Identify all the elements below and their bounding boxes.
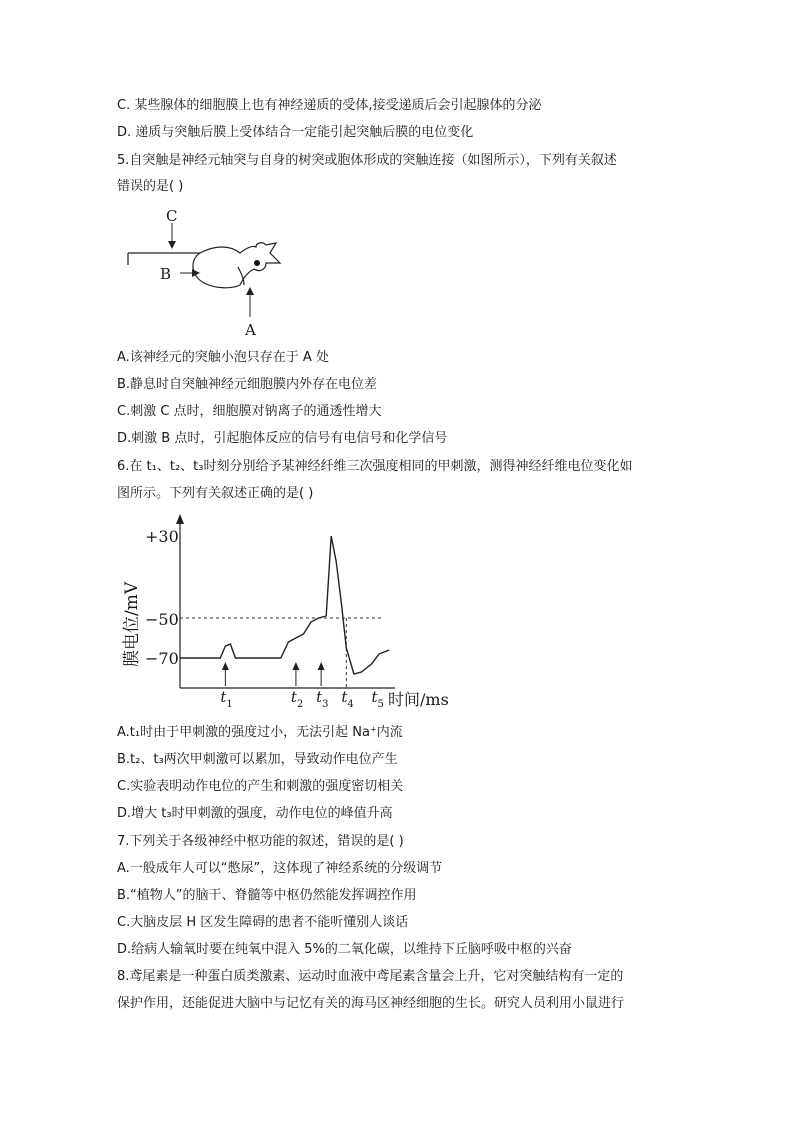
q6-stem-cont: 图所示。下列有关叙述正确的是( ) <box>117 486 314 501</box>
q5-stem-cont: 错误的是( ) <box>117 179 184 194</box>
stimulus-arrowhead-t3 <box>318 662 325 670</box>
ytick-mid: −50 <box>145 610 179 629</box>
q6-option-c: C.实验表明动作电位的产生和刺激的强度密切相关 <box>117 779 404 794</box>
q5-option-d: D.刺激 B 点时，引起胞体反应的信号有电信号和化学信号 <box>117 431 448 446</box>
q8-stem: 8.鸢尾素是一种蛋白质类激素、运动时血液中鸢尾素含量会上升，它对突触结构有一定的 <box>117 969 624 984</box>
xtick-sub-4: 4 <box>347 699 354 710</box>
xtick-sub-2: 2 <box>296 699 304 710</box>
ytick-top: +30 <box>145 527 179 546</box>
q5-stem: 5.自突触是神经元轴突与自身的树突或胞体形成的突触连接（如图所示），下列有关叙述 <box>117 153 617 168</box>
xtick-t4: t <box>341 688 348 706</box>
xtick-sub-5: 5 <box>377 699 384 710</box>
potential-curve <box>180 536 389 674</box>
q4-option-d: D. 递质与突触后膜上受体结合一定能引起突触后膜的电位变化 <box>117 125 474 140</box>
q5-option-b: B.静息时自突触神经元细胞膜内外存在电位差 <box>117 377 378 392</box>
label-a: A <box>245 321 256 339</box>
x-axis-label: 时间/ms <box>388 690 449 709</box>
stimulus-arrowhead-t2 <box>292 662 299 670</box>
q6-option-d: D.增大 t₃时甲刺激的强度，动作电位的峰值升高 <box>117 806 393 821</box>
q4-option-c: C. 某些腺体的细胞膜上也有神经递质的受体,接受递质后会引起腺体的分泌 <box>117 98 542 113</box>
ytick-bottom: −70 <box>145 649 179 668</box>
xtick-t2: t <box>290 688 297 706</box>
xtick-t5: t <box>371 688 378 706</box>
q7-option-c: C.大脑皮层 H 区发生障碍的患者不能听懂别人谈话 <box>117 915 409 930</box>
nucleus-dot <box>254 260 260 266</box>
q7-option-b: B.“植物人”的脑干、脊髓等中枢仍然能发挥调控作用 <box>117 888 417 903</box>
q7-stem: 7.下列关于各级神经中枢功能的叙述，错误的是( ) <box>117 834 404 849</box>
label-c: C <box>166 207 178 225</box>
xtick-t1: t <box>220 688 227 706</box>
label-b: B <box>160 265 172 283</box>
xtick-sub-1: 1 <box>226 699 233 710</box>
q6-stem: 6.在 t₁、t₂、t₃时刻分别给予某神经纤维三次强度相同的甲刺激，测得神经纤维电位变化如 <box>117 459 633 474</box>
membrane-potential-chart <box>115 512 460 712</box>
q5-option-a: A.该神经元的突触小泡只存在于 A 处 <box>117 350 329 365</box>
neuron-diagram <box>120 205 290 340</box>
q7-option-d: D.给病人输氧时要在纯氧中混入 5%的二氧化碳，以维持下丘脑呼吸中枢的兴奋 <box>117 942 572 957</box>
q8-stem-cont: 保护作用，还能促进大脑中与记忆有关的海马区神经细胞的生长。研究人员利用小鼠进行 <box>117 996 625 1011</box>
q7-option-a: A.一般成年人可以“憋尿”，这体现了神经系统的分级调节 <box>117 861 443 876</box>
q6-option-b: B.t₂、t₃两次甲刺激可以累加，导致动作电位产生 <box>117 752 398 767</box>
y-axis-label: 膜电位/mV <box>122 581 142 667</box>
xtick-t3: t <box>316 688 323 706</box>
q6-option-a: A.t₁时由于甲刺激的强度过小，无法引起 Na⁺内流 <box>117 725 403 740</box>
xtick-sub-3: 3 <box>322 699 329 710</box>
stimulus-arrowhead-t1 <box>222 662 229 670</box>
q5-option-c: C.刺激 C 点时，细胞膜对钠离子的通透性增大 <box>117 404 382 419</box>
